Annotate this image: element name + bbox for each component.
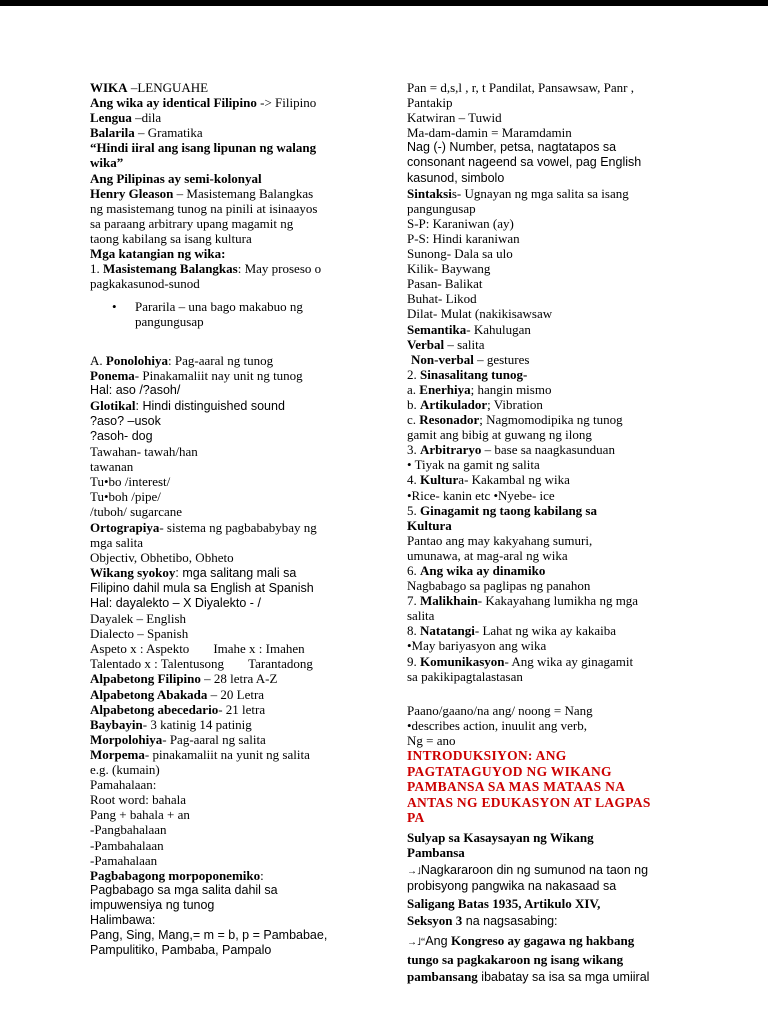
text-line [407,412,697,427]
text-line [407,933,697,950]
list-letter: A. [90,352,106,368]
term: Masistemang Balangkas [103,261,238,277]
term: Ginagamit ng taong kabilang sa [420,502,597,518]
term: Malikhain [420,593,478,609]
list-letter: c. [407,412,420,428]
list-number: 3. [407,442,420,458]
definition: – 20 Letra [207,686,265,702]
text-line: Dialecto – Spanish [90,626,189,642]
text-line [90,125,390,140]
section-heading-red: PAGTATAGUYOD NG WIKANG [407,763,612,779]
text-line: taong kabilang sa isang kultura [90,230,252,246]
text-line [90,656,390,671]
subheading: Pambansa [407,844,465,860]
term: Kongreso ay gagawa ng hakbang [451,933,635,949]
text-line: salita [407,608,435,624]
text-line [407,503,697,518]
page-top-edge [0,0,768,6]
text-line: impuwensiya ng tunog [90,897,215,912]
definition: ; hangin mismo [470,381,552,397]
arrow-icon: →˩“ [407,937,426,949]
text-line [90,110,390,125]
term: Arbitraryo [420,442,482,458]
text-line [407,186,697,201]
text-part: Talentado x : Talentusong [90,656,225,672]
definition: – gestures [473,351,530,367]
arrow-icon: →˩ [407,865,421,877]
term: Baybayin [90,716,143,732]
list-number: 2. [407,366,420,382]
text-line: Ng = ano [407,732,456,748]
text-line: sa pakikipagtalastasan [407,668,523,684]
text-part: Tarantadong [248,656,313,672]
text-line: Tawahan- tawah/han [90,444,198,460]
text-line: probisyong pangwika na nakasaad sa [407,878,617,893]
text-line: /tuboh/ sugarcane [90,504,183,520]
list-number: 5. [407,502,420,518]
text-line: Sunong- Dala sa ulo [407,246,513,262]
text-line: Hal: aso /?asoh/ [90,382,181,397]
text-line: Ma-dam-damin = Maramdamin [407,125,572,141]
section-heading-red: PAMBANSA SA MAS MATAAS NA [407,779,626,795]
term: Ang wika ay dinamiko [420,563,546,578]
list-number: 9. [407,653,420,669]
definition: - Kakayahang lumikha ng mga [477,593,639,609]
text-line [90,732,390,747]
text-line [407,352,697,367]
text-line [90,95,390,110]
text-line [407,969,697,985]
text-line: pangungusap [135,314,204,330]
right-column [407,80,697,985]
term: Glotikal [90,397,136,413]
term: Kultur [420,472,459,488]
text-line: Pantao ang may kakyahang sumuri, [407,532,593,548]
text-line: Saligang Batas 1935, Artikulo XIV, [407,895,601,911]
text-line: Nagbabago sa paglipas ng panahon [407,578,591,594]
section-heading-red: INTRODUKSIYON: ANG [407,748,567,764]
definition: ; Nagmomodipika ng tunog [479,412,623,428]
text-line: Pang, Sing, Mang,= m = b, p = Pambabae, [90,928,328,943]
subheading: Sulyap sa Kasaysayan ng Wikang [407,829,594,845]
text-line [90,186,390,201]
definition: – base sa naagkasunduan [481,442,615,458]
text-part: Imahe x : Imahen [213,641,305,657]
text-line: pagkakasunod-sunod [90,276,200,292]
text-line [407,367,697,382]
definition: : [260,867,264,883]
term: Natatangi [420,623,475,639]
text-line: ng masistemang tunog na pinili at isinaayos [90,200,318,216]
text-line [407,442,697,457]
text-line: Root word: bahala [90,792,187,808]
text-line: Kilik- Baywang [407,261,491,277]
text-line: tawanan [90,459,134,475]
term: Sinasalitang tunog- [420,366,528,382]
text-line: tungo sa pagkakaroon ng isang wikang [407,952,624,968]
text-line [407,654,697,669]
text-line [407,382,697,397]
term: Semantika [407,321,467,337]
text-line: -Pambahalaan [90,837,164,853]
def-wika: –LENGUAHE [127,80,209,95]
text-line [90,747,390,762]
text-line: Pasan- Balikat [407,276,483,292]
text-line: Ang Pilipinas ay semi-kolonyal [90,170,262,186]
term: Ponema [90,367,135,383]
text-line: Tu•boh /pipe/ [90,489,161,505]
definition: –dila [131,110,162,126]
definition: - Pag-aaral ng salita [162,731,266,747]
text-line: e.g. (kumain) [90,762,160,778]
term: Alpabetong abecedario [90,701,219,717]
definition: - Pinakamaliit nay unit ng tunog [134,367,303,383]
list-letter: a. [407,381,420,397]
definition: - Kahulugan [466,321,531,337]
section-heading: Mga katangian ng wika: [90,246,226,262]
term: Alpabetong Filipino [90,671,201,687]
text-line: mga salita [90,534,144,550]
text-line [407,337,697,352]
text-line: pangungusap [407,200,476,216]
list-number: 6. [407,563,420,578]
text-part: ibabatay sa isa sa mga umiiral [477,970,650,985]
list-number: 8. [407,623,420,639]
term: Seksyon 3 [407,913,463,928]
definition: – 28 letra A-Z [200,671,278,687]
text-line: ?asoh- dog [90,428,153,443]
text-line [407,563,697,578]
text-line [407,397,697,412]
text-line: umunawa, at mag-aral ng wika [407,547,568,563]
term: Morpolohiya [90,731,163,747]
bullet-item [90,299,390,329]
text-line: kasunod, simbolo [407,170,505,185]
text-line: Kultura [407,517,452,533]
text-line [90,671,390,686]
text-line [90,687,390,702]
text-line: gamit ang bibig at guwang ng ilong [407,427,592,443]
spacer [90,338,390,353]
text-line: Paano/gaano/na ang/ noong = Nang [407,702,593,718]
text-line [407,322,697,337]
text-line [407,593,697,608]
term: Verbal [407,336,445,352]
spacer [407,684,697,699]
term: Enerhiya [419,381,471,397]
text-line [90,565,390,581]
text-line: Objectiv, Obhetibo, Obheto [90,549,234,565]
list-number: 7. [407,593,420,609]
text-line: Pagbabago sa mga salita dahil sa [90,882,278,897]
definition: s- Ugnayan ng mga salita sa isang [451,185,629,201]
text-line: •May bariyasyon ang wika [407,638,547,654]
text-line: consonant nageend sa vowel, pag English [407,155,642,170]
text-line: Halimbawa: [90,912,156,927]
text-line: Pamahalaan: [90,777,157,793]
term: Sintaksi [407,185,452,201]
term: Balarila [90,125,135,141]
text-line [90,368,390,383]
text-line [90,868,390,883]
definition: a- Kakambal ng wika [458,472,570,488]
term: Komunikasyon [420,653,505,669]
text-line [90,261,390,276]
term: Ortograpiya [90,519,160,535]
text-line [407,472,697,487]
text-line: Pantakip [407,95,453,111]
term: Morpema [90,746,145,762]
list-number: 4. [407,472,420,488]
term: Alpabetong Abakada [90,686,208,702]
term: Wikang syokoy [90,564,176,580]
text-line [90,353,390,368]
definition: : mga salitang mali sa [175,565,297,580]
text-line: ?aso? –usok [90,413,161,428]
term: pambansang [407,969,478,985]
term: Artikulador [420,396,488,412]
definition: ; Vibration [487,396,543,412]
definition: : Hindi distinguished sound [135,398,285,413]
text-line [90,520,390,535]
definition: - pinakamaliit na yunit ng salita [144,746,310,762]
section-heading-red: PA [407,810,425,826]
text-line: Nag (-) Number, petsa, nagtatapos sa [407,140,617,155]
text-line: -Pamahalaan [90,852,158,868]
text-line: Tu•bo /interest/ [90,474,171,490]
definition: - 3 katinig 14 patinig [142,716,252,732]
definition: : May proseso o [237,261,322,277]
text-line: Buhat- Likod [407,291,477,307]
definition: – salita [444,336,485,352]
text-line: Hal: dayalekto – X Diyalekto - / [90,596,261,610]
text-part: Aspeto x : Aspekto [90,641,190,657]
quote-line: wika” [90,155,124,171]
left-column [90,80,390,958]
text-line [90,702,390,717]
text-line [90,717,390,732]
term: Pagbabagong morpoponemiko [90,867,261,883]
term: Non-verbal [411,351,474,367]
term: Henry Gleason [90,185,174,201]
text-line: •Rice- kanin etc •Nyebe- ice [407,487,555,503]
text-part: Nagkararoon din ng sumunod na taon ng [420,862,649,877]
term: Ang wika ay identical Filipino [90,95,257,111]
definition: -> Filipino [256,95,317,111]
definition: - 21 letra [218,701,266,717]
text-line: Pararila – una bago makabuo ng [135,299,303,315]
heading-wika [90,80,390,95]
definition: – Gramatika [134,125,203,141]
text-line: • Tiyak na gamit ng salita [407,457,540,473]
text-line: P-S: Hindi karaniwan [407,230,520,246]
text-line: -Pangbahalaan [90,822,167,838]
text-line: Dayalek – English [90,611,187,627]
text-part: Ang [425,934,451,949]
definition: – Masistemang Balangkas [173,185,314,201]
definition: : Pag-aaral ng tunog [168,352,274,368]
text-line: Dilat- Mulat (nakikisawsaw [407,306,553,322]
term: Lengua [90,110,132,126]
text-line: Pang + bahala + an [90,807,190,823]
text-line [90,641,390,656]
text-line: Pan = d,s,l , r, t Pandilat, Pansawsaw, Panr , [407,80,634,95]
text-line [407,863,697,879]
text-line: Pampulitiko, Pambaba, Pampalo [90,943,272,958]
definition: - Ang wika ay ginagamit [504,653,634,669]
list-letter: b. [407,396,420,412]
text-line: S-P: Karaniwan (ay) [407,215,514,231]
text-line [407,623,697,638]
text-line: Katwiran – Tuwid [407,110,502,126]
quote-line: “Hindi iiral ang isang lipunan ng walang [90,140,317,156]
term-wika: WIKA [90,80,128,95]
term: Resonador [419,412,480,428]
text-line: sa paraang arbitrary upang magamit ng [90,215,294,231]
text-part: na nagsasabing: [462,914,558,928]
text-line: •describes action, inuulit ang verb, [407,717,588,733]
section-heading-red: ANTAS NG EDUKASYON AT LAGPAS [407,794,651,810]
text-line: Filipino dahil mula sa English at Spanish [90,580,314,595]
list-number: 1. [90,261,103,277]
text-line [90,398,390,414]
text-line [407,913,697,929]
bullet-icon: • [112,299,117,315]
definition: - sistema ng pagbababybay ng [159,519,317,535]
definition: - Lahat ng wika ay kakaiba [474,623,617,639]
term: Ponolohiya [105,352,169,368]
